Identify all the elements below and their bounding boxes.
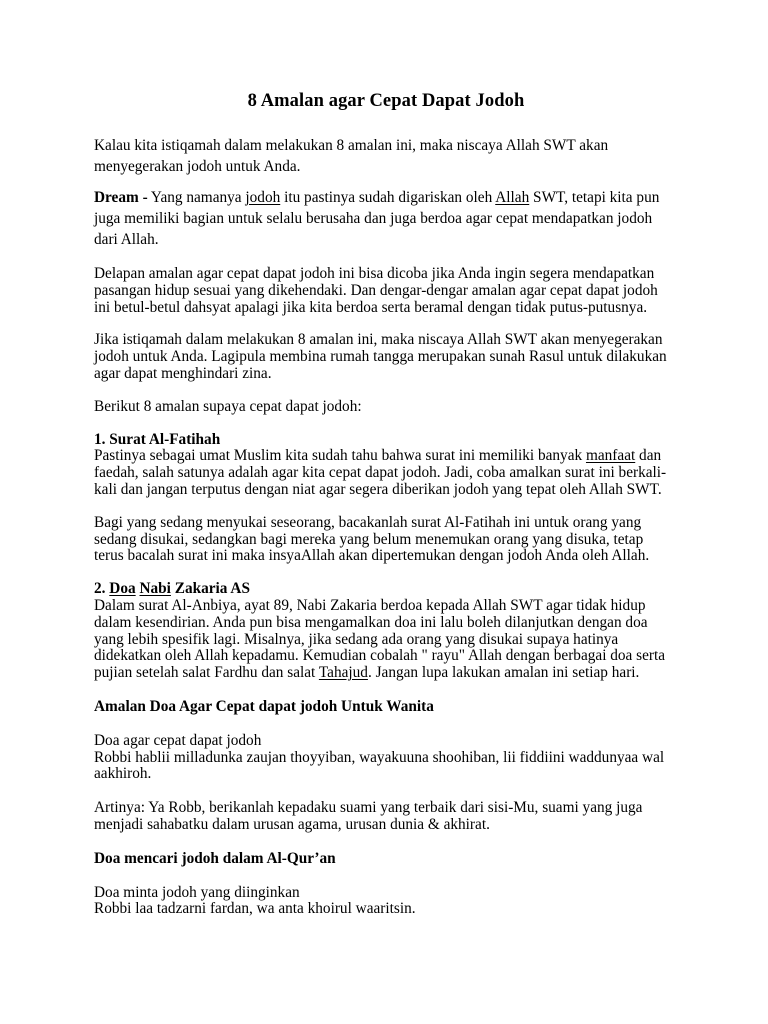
section2-text: . Jangan lupa lakukan amalan ini setiap hari. (367, 664, 640, 682)
section1 (94, 432, 678, 499)
section2-line (94, 665, 678, 682)
dream-text: itu pastinya sudah digariskan oleh (280, 189, 496, 206)
dream-label: Dream - (94, 189, 148, 206)
quran-line: Doa minta jodoh yang diinginkan (94, 883, 300, 901)
section2-text: pujian setelah salat Fardhu dan salat (94, 664, 319, 682)
section2-line: didekatkan oleh Allah kepadamu. Kemudian cobalah " rayu" Allah dengan berbagai doa serta (94, 647, 666, 665)
doa-line: aakhiroh. (94, 765, 152, 783)
section2 (94, 581, 678, 682)
intro-paragraph (94, 135, 678, 177)
section1-paragraph2 (94, 515, 678, 565)
section1-heading: 1. Surat Al-Fatihah (94, 430, 221, 448)
paragraph-line: pasangan hidup sesuai yang dikehendaki. Dan dengar-dengar amalan agar cepat dapat jodoh (94, 281, 658, 299)
document-title: 8 Amalan agar Cepat Dapat Jodoh (247, 91, 525, 111)
paragraph-line: agar dapat menghindari zina. (94, 364, 272, 382)
section1-text: Pastinya sebagai umat Muslim kita sudah tahu bahwa surat ini memiliki banyak (94, 447, 586, 465)
section1-line (94, 448, 678, 465)
artinya-line: Artinya: Ya Robb, berikanlah kepadaku suami yang terbaik dari sisi-Mu, suami yang juga (94, 799, 643, 817)
section2-line: Dalam surat Al-Anbiya, ayat 89, Nabi Zakaria berdoa kepada Allah SWT agar tidak hidup (94, 596, 646, 614)
quran-doa-block (94, 885, 678, 919)
wanita-heading: Amalan Doa Agar Cepat dapat jodoh Untuk Wanita (94, 697, 434, 715)
dream-line (94, 187, 678, 208)
section2-line: yang lebih spesifik lagi. Misalnya, jika sedang ada orang yang disukai supaya hatinya (94, 630, 619, 648)
quran-line: Robbi laa tadzarni fardan, wa anta khoirul waaritsin. (94, 900, 416, 918)
section2-heading-rest: Zakaria AS (170, 580, 250, 598)
section2-line: dalam kesendirian. Anda pun bisa mengamalkan doa ini lalu boleh dilanjutkan dengan doa (94, 613, 648, 631)
dream-line: juga memiliki bagian untuk selalu berusaha dan juga berdoa agar cepat mendapatkan jodoh (94, 210, 653, 227)
doa-block (94, 733, 678, 783)
section1-line: kali dan jangan terputus dengan niat agar segera diberikan jodoh yang tepat oleh Allah SWT. (94, 480, 662, 498)
paragraph-line: jodoh untuk Anda. Lagipula membina rumah tangga merupakan sunah Rasul untuk dilakukan (94, 348, 667, 366)
berikut-paragraph: Berikut 8 amalan supaya cepat dapat jodoh: (94, 397, 362, 415)
doa-line: Robbi hablii milladunka zaujan thoyyiban, wayakuuna shoohiban, lii fiddiini waddunyaa wal (94, 748, 665, 766)
section-wanita-heading (94, 699, 678, 716)
section1-line: sedang disukai, sedangkan bagi mereka yang belum menemukan orang yang disuka, tetap (94, 530, 644, 548)
link-nabi[interactable]: Nabi (139, 580, 171, 598)
link-manfaat[interactable]: manfaat (585, 447, 636, 465)
section1-line: terus bacalah surat ini maka insyaAllah akan dipertemukan dengan jodoh Anda oleh Allah. (94, 547, 650, 565)
paragraph-line: Jika istiqamah dalam melakukan 8 amalan ini, maka niscaya Allah SWT akan menyegerakan (94, 331, 663, 349)
jika-paragraph (94, 332, 678, 382)
section1-line: Bagi yang sedang menyukai seseorang, bacakanlah surat Al-Fatihah ini untuk orang yang (94, 513, 642, 531)
intro-line: Kalau kita istiqamah dalam melakukan 8 amalan ini, maka niscaya Allah SWT akan (94, 137, 609, 154)
link-allah[interactable]: Allah (495, 189, 530, 206)
delapan-paragraph (94, 266, 678, 316)
dream-text: Yang namanya (147, 189, 246, 206)
dream-line: dari Allah. (94, 231, 159, 248)
quran-heading: Doa mencari jodoh dalam Al-Qur’an (94, 849, 336, 867)
section-quran-heading (94, 851, 678, 868)
link-doa[interactable]: Doa (109, 580, 136, 598)
section1-line: faedah, salah satunya adalah agar kita cepat dapat jodoh. Jadi, coba amalkan surat ini berkali- (94, 464, 667, 482)
section2-heading (94, 581, 678, 598)
link-tahajud[interactable]: Tahajud (318, 664, 368, 682)
section1-text: dan (635, 447, 662, 465)
doa-label: Doa agar cepat dapat jodoh (94, 731, 262, 749)
artinya-block (94, 800, 678, 834)
link-jodoh[interactable]: jodoh (245, 189, 281, 206)
intro-line: menyegerakan jodoh untuk Anda. (94, 158, 301, 175)
artinya-line: menjadi sahabatku dalam urusan agama, urusan dunia & akhirat. (94, 815, 490, 833)
dream-paragraph (94, 187, 678, 250)
section2-heading-number: 2. (94, 580, 110, 598)
dream-text: SWT, tetapi kita pun (529, 189, 660, 206)
paragraph-line: Delapan amalan agar cepat dapat jodoh ini bisa dicoba jika Anda ingin segera mendapatkan (94, 265, 655, 282)
paragraph-line: ini betul-betul dahsyat apalagi jika kita berdoa serta beramal dengan tidak putus-putusnya. (94, 298, 648, 316)
